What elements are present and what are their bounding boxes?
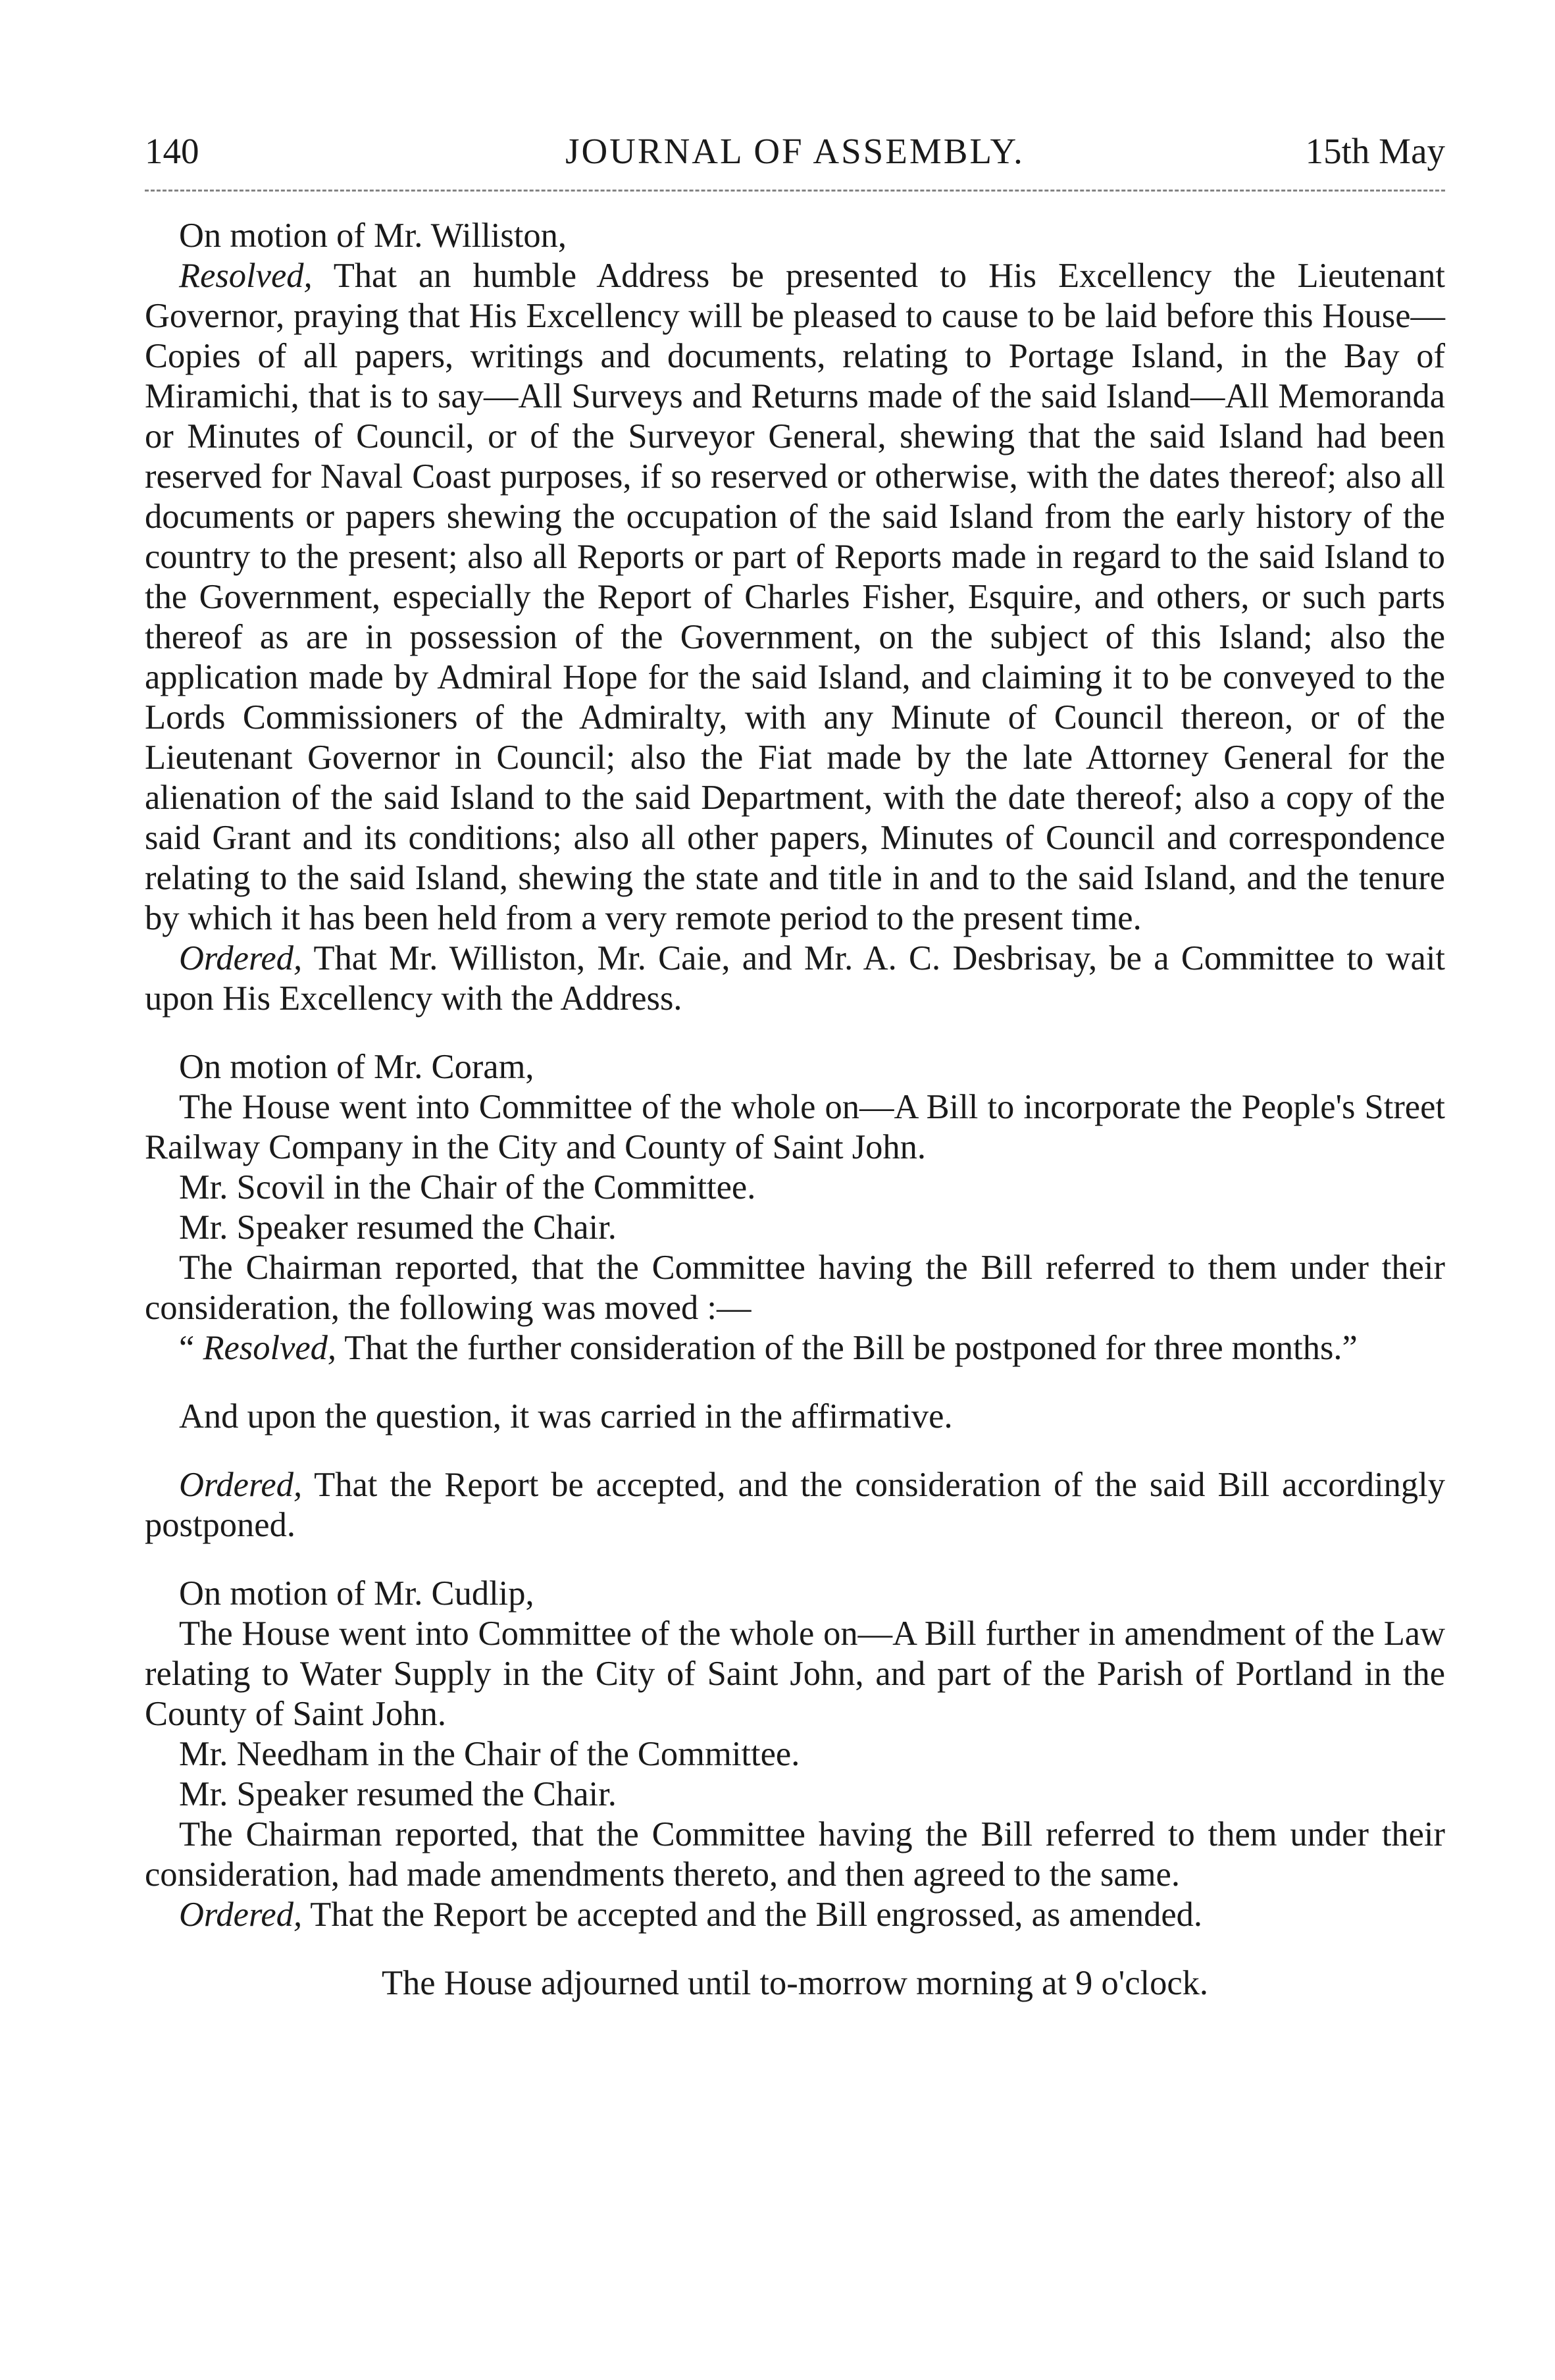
paragraph-text: Mr. Scovil in the Chair of the Committee. <box>179 1168 756 1206</box>
journal-body <box>145 216 1445 2004</box>
journal-paragraph <box>145 1328 1445 1368</box>
journal-paragraph <box>145 1087 1445 1168</box>
italic-lead-word: Ordered, <box>179 1466 303 1504</box>
page-number: 140 <box>145 131 199 171</box>
paragraph-text: And upon the question, it was carried in the affirmative. <box>179 1397 953 1436</box>
journal-paragraph <box>145 1208 1445 1248</box>
journal-paragraph <box>145 1574 1445 1614</box>
paragraph-text: That the Report be accepted and the Bill engrossed, as amended. <box>302 1896 1203 1934</box>
paragraph-text: Mr. Speaker resumed the Chair. <box>179 1208 617 1247</box>
journal-paragraph <box>145 216 1445 256</box>
italic-lead-word: Ordered, <box>179 1896 303 1934</box>
paragraph-text: On motion of Mr. Coram, <box>179 1048 534 1086</box>
paragraph-text: Mr. Speaker resumed the Chair. <box>179 1775 617 1813</box>
italic-lead-word: Resolved, <box>179 257 313 295</box>
paragraph-text: On motion of Mr. Cudlip, <box>179 1574 534 1613</box>
journal-paragraph <box>145 1815 1445 1895</box>
paragraph-text: “ <box>179 1329 203 1367</box>
journal-paragraph <box>145 1248 1445 1328</box>
page-header <box>145 125 1445 178</box>
italic-lead-word: Resolved, <box>203 1329 337 1367</box>
journal-paragraph <box>145 1734 1445 1774</box>
journal-paragraph <box>145 939 1445 1019</box>
journal-paragraph <box>145 1895 1445 1935</box>
header-rule <box>145 190 1445 192</box>
running-title: JOURNAL OF ASSEMBLY. <box>565 131 1025 171</box>
paragraph-text: That an humble Address be presented to His Excellency the Lieutenant Governor, praying that His Excellency will be pleased to cause to be laid before this House—Copies of all papers, writings and documents, relating to Portage Island, in the Bay of Miramichi, that is to say—All Surveys and Returns made of the said Island—All Memoranda or Minutes of Council, or of the Surveyor General, shewing that the said Island had been reserved for Naval Coast purposes, if so reserved or otherwise, with the dates thereof; also all documents or papers shewing the occupation of the said Island from the early history of the country to the present; also all Reports or part of Reports made in regard to the said Island to the Government, especially the Report of Charles Fisher, Esquire, and others, or such parts thereof as are in possession of the Government, on the subject of this Island; also the application made by Admiral Hope for the said Island, and claiming it to be conveyed to the Lords Commissioners of the Admiralty, with any Minute of Council thereon, or of the Lieutenant Governor in Council; also the Fiat made by the late Attorney General for the alienation of the said Island to the said Department, with the date thereof; also a copy of the said Grant and its conditions; also all other papers, Minutes of Council and correspondence relating to the said Island, shewing the state and title in and to the said Island, and the tenure by which it has been held from a very remote period to the present time. <box>145 257 1445 937</box>
journal-paragraph <box>145 1168 1445 1208</box>
journal-paragraph <box>145 1465 1445 1545</box>
paragraph-text: That Mr. Williston, Mr. Caie, and Mr. A. C. Desbrisay, be a Committee to wait upon His Excellency with the Address. <box>145 939 1445 1018</box>
paragraph-text: The House adjourned until to-morrow morning at 9 o'clock. <box>381 1964 1209 2002</box>
header-date: 15th May <box>1305 131 1445 171</box>
journal-paragraph <box>145 1397 1445 1437</box>
adjournment-line <box>145 1963 1445 2004</box>
paragraph-text: That the Report be accepted, and the consideration of the said Bill accordingly postponed. <box>145 1466 1445 1544</box>
paragraph-text: The Chairman reported, that the Committee having the Bill referred to them under their consideration, had made amendments thereto, and then agreed to the same. <box>145 1815 1445 1894</box>
journal-paragraph <box>145 256 1445 939</box>
journal-paragraph <box>145 1774 1445 1815</box>
paragraph-text: Mr. Needham in the Chair of the Committee. <box>179 1735 800 1773</box>
paragraph-text: The House went into Committee of the whole on—A Bill further in amendment of the Law relating to Water Supply in the City of Saint John, and part of the Parish of Portland in the County of Saint John. <box>145 1615 1445 1733</box>
journal-paragraph <box>145 1047 1445 1087</box>
paragraph-text: That the further consideration of the Bill be postponed for three months.” <box>336 1329 1358 1367</box>
paragraph-text: The House went into Committee of the whole on—A Bill to incorporate the People's Street Railway Company in the City and County of Saint John. <box>145 1088 1445 1166</box>
journal-paragraph <box>145 1614 1445 1734</box>
paragraph-text: On motion of Mr. Williston, <box>179 217 567 255</box>
paragraph-text: The Chairman reported, that the Committee having the Bill referred to them under their consideration, the following was moved :— <box>145 1249 1445 1327</box>
italic-lead-word: Ordered, <box>179 939 303 977</box>
